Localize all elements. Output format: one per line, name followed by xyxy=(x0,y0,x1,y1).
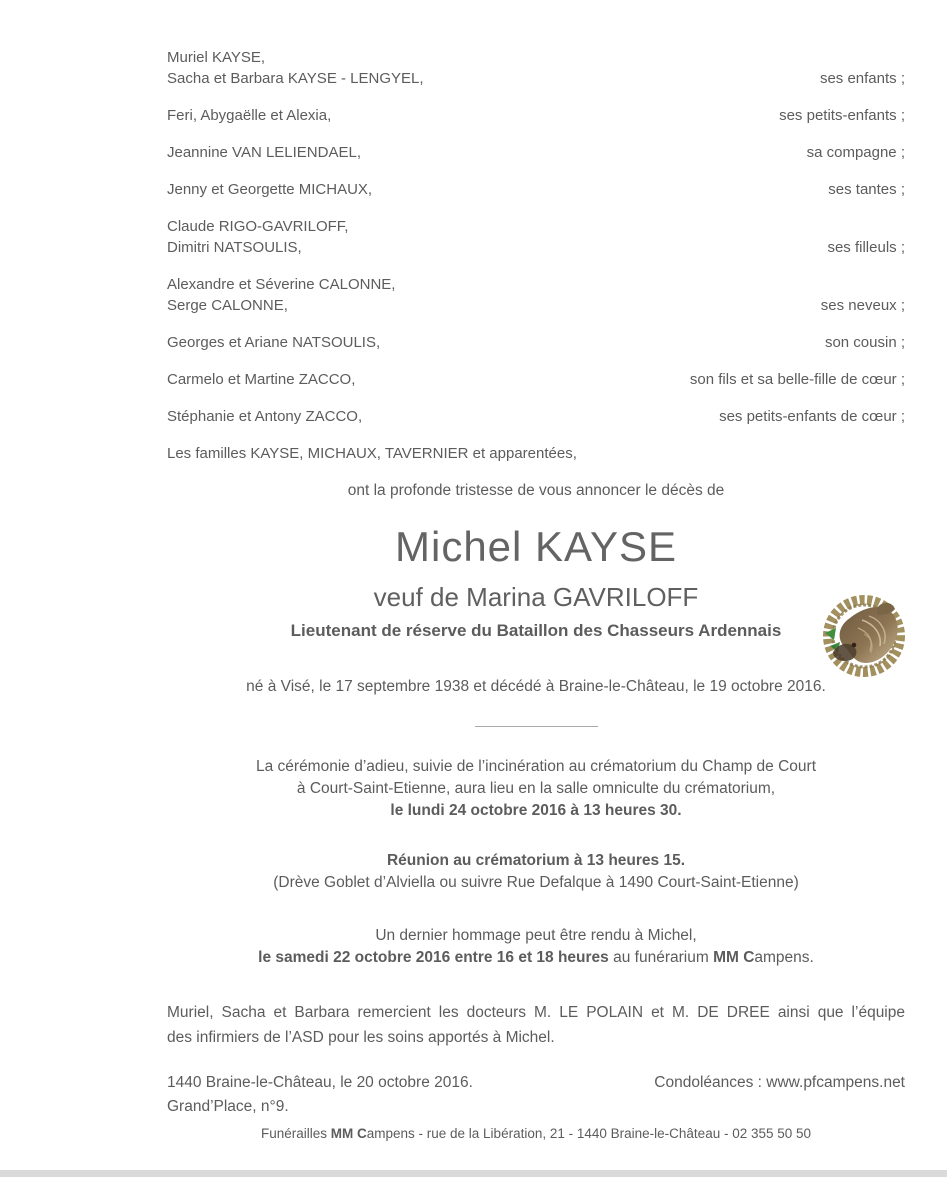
city-date-line: 1440 Braine-le-Château, le 20 octobre 2016. xyxy=(167,1074,473,1091)
honor-line: Lieutenant de réserve du Bataillon des Chasseurs Ardennais xyxy=(290,621,782,640)
family-row xyxy=(167,369,905,390)
family-names xyxy=(167,274,395,316)
family-row xyxy=(167,216,905,258)
family-name-line: Les familles KAYSE, MICHAUX, TAVERNIER et apparentées, xyxy=(167,445,577,462)
family-relation: ses neveux ; xyxy=(820,297,905,314)
family-names xyxy=(167,216,348,258)
family-row xyxy=(167,274,905,316)
family-row xyxy=(167,179,905,200)
funeral-home-footer: Funérailles MM Campens - rue de la Libération, 21 - 1440 Braine-le-Château - 02 355 50 50 xyxy=(260,1126,812,1141)
hommage-line-1: Un dernier hommage peut être rendu à Michel, xyxy=(375,927,697,944)
family-names xyxy=(167,369,355,390)
boar-head-badge-icon xyxy=(816,590,912,682)
family-name-line: Dimitri NATSOULIS, xyxy=(167,239,302,256)
thanks-paragraph xyxy=(167,1000,905,1050)
family-row xyxy=(167,142,905,163)
family-names xyxy=(167,406,362,427)
family-names xyxy=(167,47,424,89)
hommage-paragraph xyxy=(167,925,905,969)
ceremony-date-line: le lundi 24 octobre 2016 à 13 heures 30. xyxy=(390,802,682,819)
family-relation: ses enfants ; xyxy=(819,70,905,87)
family-name-line: Serge CALONNE, xyxy=(167,297,288,314)
family-names xyxy=(167,105,331,126)
family-list xyxy=(167,47,905,464)
ceremony-paragraph xyxy=(167,756,905,822)
family-names xyxy=(167,179,372,200)
family-row xyxy=(167,443,905,464)
birth-death-line: né à Visé, le 17 septembre 1938 et décédé à Braine-le-Château, le 19 octobre 2016. xyxy=(246,678,826,695)
address-line: Grand’Place, n°9. xyxy=(167,1098,289,1115)
family-name-line: Sacha et Barbara KAYSE - LENGYEL, xyxy=(167,70,424,87)
family-relation: son fils et sa belle-fille de cœur ; xyxy=(689,371,905,388)
family-name-line: Jenny et Georgette MICHAUX, xyxy=(167,181,373,198)
family-name-line: Feri, Abygaëlle et Alexia, xyxy=(167,107,332,124)
obituary-content xyxy=(167,47,905,1143)
family-name-line: Georges et Ariane NATSOULIS, xyxy=(167,334,381,351)
widower-line: veuf de Marina GAVRILOFF xyxy=(373,582,699,612)
family-name-line: Muriel KAYSE, xyxy=(167,49,266,66)
family-relation: ses tantes ; xyxy=(828,181,905,198)
family-relation: ses petits-enfants de cœur ; xyxy=(719,408,905,425)
closing-block xyxy=(167,1071,905,1119)
thanks-line-2: des infirmiers de l’ASD pour les soins apportés à Michel. xyxy=(167,1029,555,1046)
family-row xyxy=(167,332,905,353)
reunion-paragraph xyxy=(167,850,905,894)
family-name-line: Stéphanie et Antony ZACCO, xyxy=(167,408,363,425)
family-relation: son cousin ; xyxy=(824,334,905,351)
family-name-line: Claude RIGO-GAVRILOFF, xyxy=(167,218,349,235)
family-name-line: Carmelo et Martine ZACCO, xyxy=(167,371,356,388)
reunion-line: Réunion au crématorium à 13 heures 15. xyxy=(386,852,686,869)
announcement-line: ont la profonde tristesse de vous annoncer le décès de xyxy=(347,482,725,499)
family-relation: ses petits-enfants ; xyxy=(779,107,905,124)
family-name-line: Jeannine VAN LELIENDAEL, xyxy=(167,144,361,161)
family-relation: sa compagne ; xyxy=(806,144,905,161)
family-row xyxy=(167,47,905,89)
page-bottom-edge xyxy=(0,1170,947,1177)
thanks-line-1: Muriel, Sacha et Barbara remercient les docteurs M. LE POLAIN et M. DE DREE ainsi que l’équipe xyxy=(167,1004,905,1021)
family-row xyxy=(167,406,905,427)
family-names xyxy=(167,332,380,353)
condolences-line: Condoléances : www.pfcampens.net xyxy=(654,1074,905,1091)
ceremony-line-1: La cérémonie d’adieu, suivie de l’incinération au crématorium du Champ de Court xyxy=(255,758,817,775)
family-relation: ses filleuls ; xyxy=(827,239,905,256)
hommage-line-2: le samedi 22 octobre 2016 entre 16 et 18 heures au funérarium MM Campens. xyxy=(258,949,814,966)
family-names xyxy=(167,443,577,464)
family-names xyxy=(167,142,361,163)
reunion-directions-line: (Drève Goblet d’Alviella ou suivre Rue Defalque à 1490 Court-Saint-Etienne) xyxy=(273,874,799,891)
deceased-name: Michel KAYSE xyxy=(395,523,677,570)
ceremony-line-2: à Court-Saint-Etienne, aura lieu en la salle omniculte du crématorium, xyxy=(296,780,776,797)
family-row xyxy=(167,105,905,126)
family-name-line: Alexandre et Séverine CALONNE, xyxy=(167,276,396,293)
separator-line xyxy=(475,726,598,727)
